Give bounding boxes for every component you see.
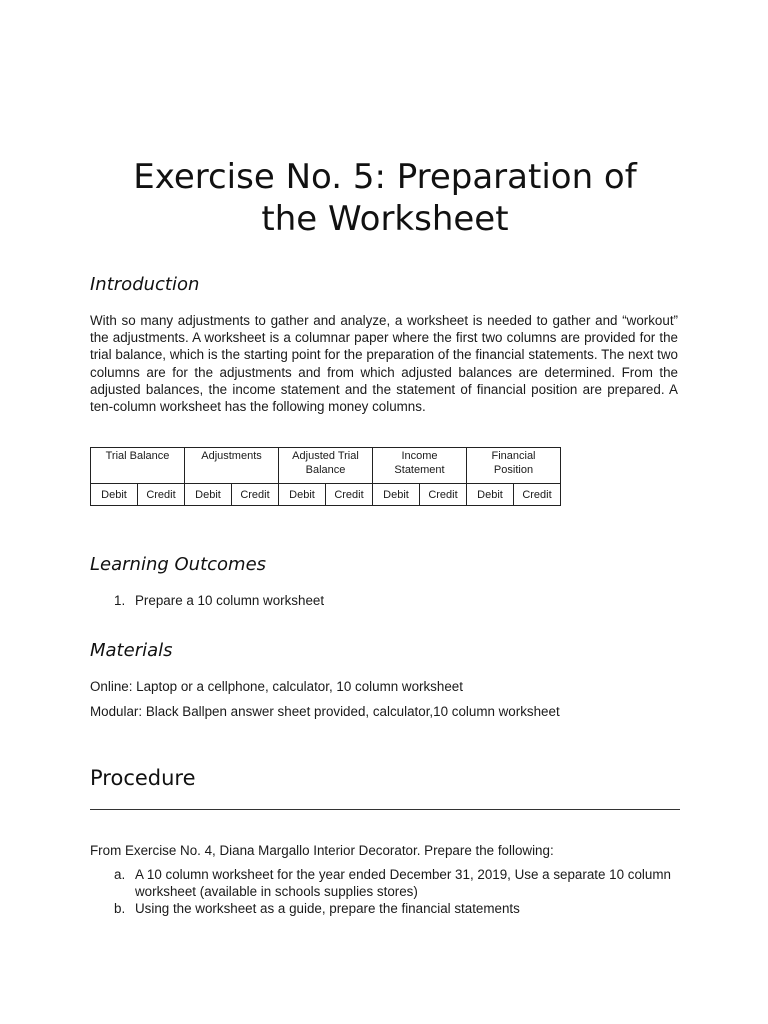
- table-header-row: [91, 448, 561, 484]
- section-divider: [90, 809, 680, 810]
- debit-cell: Debit: [91, 484, 138, 506]
- page-title: [90, 156, 680, 240]
- procedure-heading: Procedure: [90, 766, 196, 790]
- procedure-item-b: Using the worksheet as a guide, prepare the financial statements: [135, 901, 520, 916]
- title-line-2: the Worksheet: [261, 199, 509, 239]
- header-income-statement: Income Statement: [373, 448, 467, 484]
- worksheet-columns-table: [90, 447, 561, 506]
- credit-cell: Credit: [326, 484, 373, 506]
- table-subheader-row: [91, 484, 561, 506]
- header-adjusted-trial-balance: Adjusted Trial Balance: [279, 448, 373, 484]
- procedure-item-a: A 10 column worksheet for the year ended December 31, 2019, Use a separate 10 column worksheet (available in schools supplies stores): [135, 867, 671, 899]
- introduction-paragraph: With so many adjustments to gather and analyze, a worksheet is needed to gather and “workout” the adjustments. A worksheet is a columnar paper where the first two columns are provided for the trial balance, which is the starting point for the preparation of the financial statements. The next two columns are for the adjustments and from which adjusted balances are determined. From the adjusted balances, the income statement and the statement of financial position are prepared. A ten-column worksheet has the following money columns.: [90, 313, 678, 415]
- materials-heading: Materials: [90, 640, 173, 661]
- learning-outcomes-heading: Learning Outcomes: [90, 554, 267, 575]
- header-adjustments: Adjustments: [185, 448, 279, 484]
- materials-modular: Modular: Black Ballpen answer sheet provided, calculator,10 column worksheet: [90, 704, 560, 719]
- title-line-1: Exercise No. 5: Preparation of: [133, 157, 637, 197]
- learning-outcome-item: Prepare a 10 column worksheet: [135, 593, 325, 608]
- list-marker: b.: [114, 901, 126, 916]
- debit-cell: Debit: [467, 484, 514, 506]
- debit-cell: Debit: [279, 484, 326, 506]
- introduction-heading: Introduction: [90, 274, 200, 295]
- credit-cell: Credit: [232, 484, 279, 506]
- credit-cell: Credit: [514, 484, 561, 506]
- debit-cell: Debit: [185, 484, 232, 506]
- procedure-intro: From Exercise No. 4, Diana Margallo Interior Decorator. Prepare the following:: [90, 843, 554, 858]
- credit-cell: Credit: [420, 484, 467, 506]
- credit-cell: Credit: [138, 484, 185, 506]
- list-marker: 1.: [114, 593, 126, 608]
- header-trial-balance: Trial Balance: [91, 448, 185, 484]
- materials-online: Online: Laptop or a cellphone, calculator, 10 column worksheet: [90, 679, 463, 694]
- list-marker: a.: [114, 867, 126, 882]
- debit-cell: Debit: [373, 484, 420, 506]
- header-financial-position: Financial Position: [467, 448, 561, 484]
